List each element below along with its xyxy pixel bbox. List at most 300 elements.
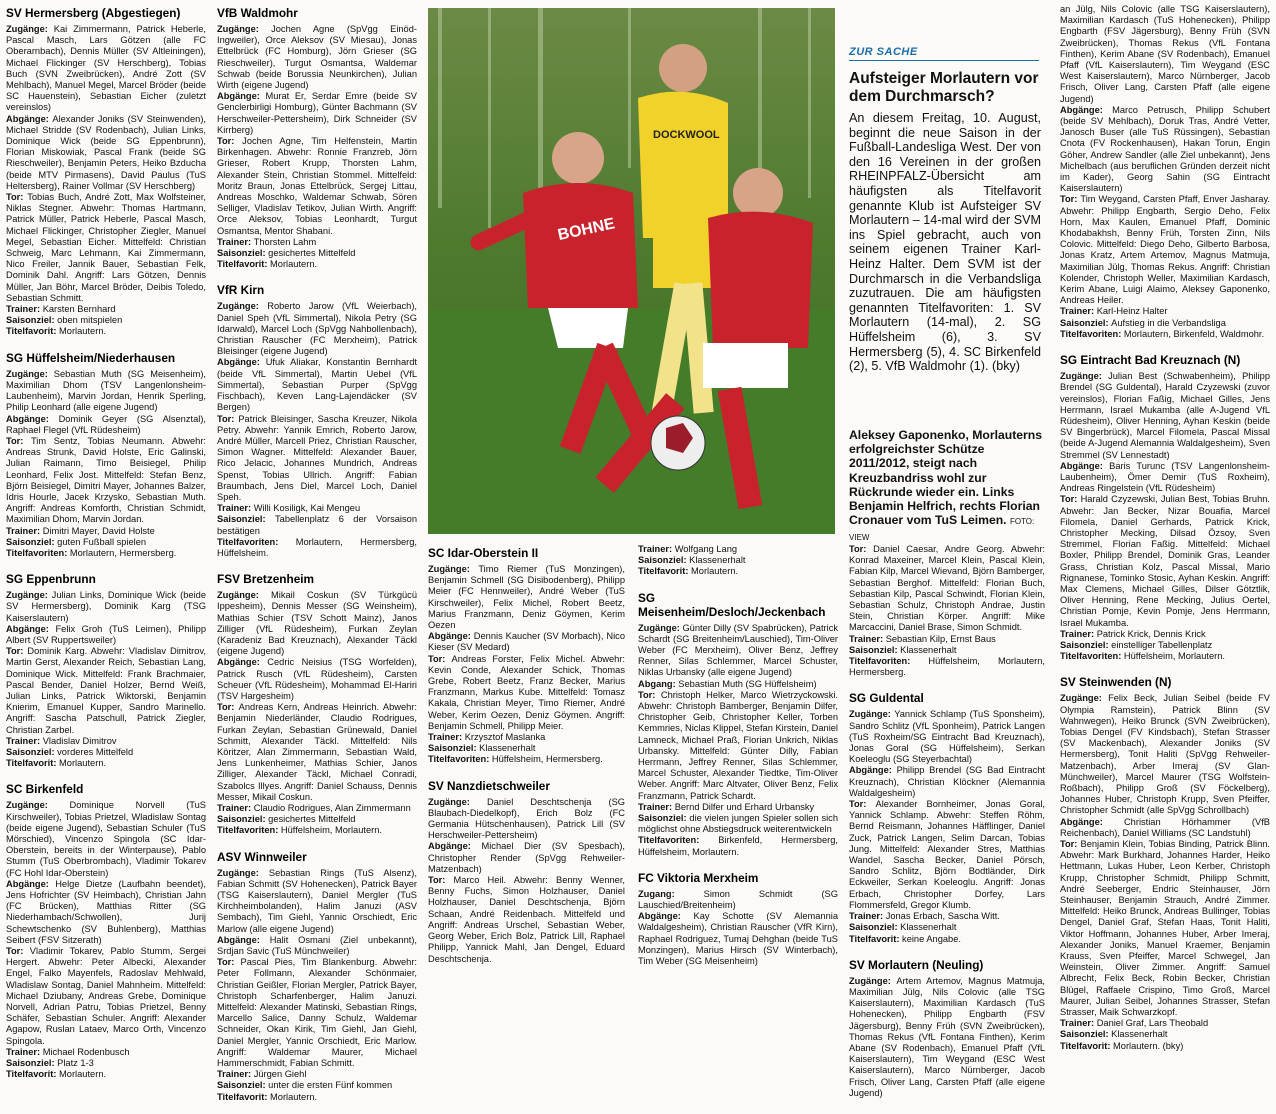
- detail-text: Claudio Rodrigues, Alan Zimmermann: [253, 803, 411, 813]
- detail-text: Ufuk Aliakar, Konstantin Bernhardt (beide VfL Simmertal), Martin Uebel (VfL Simmertal), Sebastian Purper (SpVgg Fischbach), Keven Lang-Lajendäcker (SV Bergen): [217, 357, 417, 413]
- detail-label: Saisonziel:: [849, 644, 901, 655]
- club-heading: ASV Winnweiler: [217, 849, 307, 864]
- detail-text: Kai Zimmermann, Patrick Heberle, Pascal Masch, Lars Götzen (alle FC Oberarnbach), Dennis Müller (SV Altleiningen), Michael Flickinger (SV Herschberg), Tobias Buch (SVN Zweibrücken), André Zott (SV Mehlbach), Manuel Megel, Marcel Bröder (beide SC Hauenstein), Sebastian Eicher (zuletzt vereinslos): [6, 24, 206, 113]
- detail-text: Andreas Kern, Andreas Heinrich. Abwehr: Benjamin Niederländer, Claudio Rodrigues, Furkan Zeylan, Sebastian Grünewald, Daniel Schmitt, Alexander Täckl. Mittelfeld: Nils Köritzer, Alan Zimmermann, Sebastian Wald, Jens Lunkenheimer, Mathias Schier, Janos Zilliger, Alexander Täckl, Michael Conradi, Szabolcs Illyes. Angriff: Daniel Schauss, Dennis Messer, Mikail Coskun.: [217, 702, 417, 802]
- club-heading: SV Nanzdietschweiler: [428, 778, 550, 793]
- detail-text: Sebastian Kilp, Ernst Baus: [885, 633, 996, 644]
- club-detail-line: [1060, 329, 1270, 340]
- detail-text: guten Fußball spielen: [57, 536, 147, 547]
- detail-label: Titelfavorit:: [6, 758, 60, 769]
- club-detail-line: [849, 645, 1045, 656]
- club-detail-line: [217, 503, 417, 514]
- club-detail-line: [217, 814, 417, 825]
- detail-label: Abgänge:: [217, 934, 270, 945]
- column-3: [428, 544, 626, 964]
- detail-label: Zugänge:: [6, 800, 70, 811]
- detail-label: Abgänge:: [6, 623, 56, 634]
- detail-text: Daniel Graf, Lars Theobald: [1096, 1018, 1209, 1029]
- detail-text: Pascal Pies, Tim Blankenburg. Abwehr: Peter Follmann, Alexander Schönmaier, Christian Geißler, Florian Mergler, Patrick Bayer, Christoph Scharfenberger, Halim Januzi. Mittelfeld: Alexander Matinski, Sebastian Rings, Marcello Salice, Danny Schulz, Waldemar Schneider, Okan Kirik, Tim Giehl, Jan Giehl, Daniel Mergler, Yannic Orschiedt, Eric Marlow. Angriff: Waldemar Maurer, Michael Hammerschmidt, Fabian Schmitt.: [217, 957, 418, 1069]
- detail-label: Zugänge:: [217, 590, 272, 601]
- club-detail-line: [6, 800, 206, 878]
- detail-label: Tor:: [849, 799, 876, 810]
- club-detail-line: [1060, 640, 1270, 651]
- detail-text: Marco Heil. Abwehr: Benny Wenner, Benny Fuchs, Simon Holzhauser, Daniel Holzhauser, Daniel Deschtschenja, Björn Schaan, André Reidenbach. Mittelfeld und Angriff: Andreas Urschel, Sebastian Weber, Georg Weber, Erich Bolz, Patrick Lill, Raphael Philipp, Yannick Mahl, Jan Dengel, Eduard Deschtschenja.: [428, 875, 626, 964]
- detail-text: Hüffelsheim, Morlautern, Hermersberg.: [849, 656, 1045, 678]
- club-detail-line: [6, 315, 206, 326]
- club-detail-line: [849, 976, 1045, 1099]
- detail-label: Titelfavoriten:: [6, 547, 70, 558]
- club-heading: SC Idar-Oberstein II: [428, 546, 539, 560]
- column-4: [638, 544, 839, 967]
- club-detail-line: [1060, 494, 1270, 628]
- club-detail-line: [217, 537, 417, 559]
- detail-label: Trainer:: [6, 304, 43, 315]
- detail-label: Abgänge:: [428, 841, 482, 852]
- club-detail-line: [1060, 461, 1270, 495]
- detail-label: Abgänge:: [217, 357, 266, 368]
- detail-text: Morlautern.: [59, 758, 107, 769]
- block-spacer: [849, 678, 1045, 689]
- detail-label: Abgänge:: [6, 413, 59, 424]
- detail-text: Mikail Coskun (SV Türkgücü Ippesheim), Dennis Messer (SG Weinsheim), Mathias Schier (TSV Schott Mainz), Janos Zilliger (VfL Rüdesheim), Furkan Zeylan (Karadeniz Bad Kreuznach), Alexander Täckl (eigene Jugend): [217, 590, 417, 657]
- detail-text: Jochen Agne (SpVgg Einöd-Ingweiler), Orce Aleksov (SV Miesau), Jonas Ettelbrück (FC Homburg), Jörn Grieser (SG Rieschweiler), Turgut Osmantsa, Waldemar Schwab (beide Borussia Neunkirchen), Julian Wirth (eigene Jugend): [217, 24, 417, 91]
- club-detail-line: [1060, 817, 1270, 839]
- club-detail-line: [6, 736, 206, 747]
- detail-label: Abgänge:: [849, 765, 897, 776]
- detail-text: Michael Dier (SV Spesbach), Christopher Render (SpVgg Rehweiler-Matzenbach): [428, 841, 625, 874]
- club-detail-line: [1060, 839, 1270, 1018]
- detail-label: Trainer:: [638, 801, 675, 812]
- detail-label: Tor:: [6, 646, 28, 657]
- detail-text: Simon Schmidt (SG Lauschied/Breitenheim): [638, 888, 838, 911]
- detail-label: Tor:: [428, 875, 454, 886]
- detail-text: Andreas Forster, Felix Michel. Abwehr: Kevin Conde, Alexander Schick, Thomas Grebe, Robert Beetz, Franz Becker, Marius Franzmann, Markus Kube. Mittelfeld: Tomasz Kakala, Christian Meyer, Timo Riemer, André Weber, Kerim Oezen, Deniz Göymen. Angriff: Benjamin Schmell, Philipp Meier.: [428, 653, 625, 731]
- detail-label: Zugänge:: [6, 368, 54, 379]
- detail-text: Felix Beck, Julian Seibel (beide FV Olympia Ramstein), Patrick Blinn (SV Wahnwegen), Heiko Brunck (SVN Zweibrücken), Tobias Dengel (FV Kindsbach), Stefan Strasser (SV Mackenbach), Alexander Joniks (SV Hermersberg), Tonit Haliti (SpVgg Rehweiler-Matzenbach), Arber Imeraj (SV Glan-Münchweiler), Marcel Maurer (TSG Wolfstein-Roßbach), Philipp Groß (SV Föckelberg), Johannes Huber, Christoph Krupp, Sven Pfeiffer, Christopher Schmidt (alle SpVgg Schrollbach): [1060, 693, 1270, 816]
- detail-text: Morlautern.: [59, 1069, 107, 1080]
- detail-label: Abgänge:: [1060, 816, 1124, 827]
- detail-text: Hüffelsheim, Morlautern.: [280, 825, 382, 836]
- detail-label: Trainer:: [1060, 1018, 1097, 1029]
- club-detail-line: [6, 646, 206, 736]
- detail-label: Saisonziel:: [6, 536, 58, 547]
- detail-label: Abgänge:: [6, 113, 53, 124]
- detail-label: Tor:: [6, 435, 31, 446]
- detail-text: Jochen Agne, Tim Helfenstein, Martin Birkenhagen. Abwehr: Ronnie Franzreb, Jörn Grieser, Robert Krupp, Thorsten Lahm, Alexander Stein, Christian Stommel. Mittelfeld: Moritz Braun, Jonas Ettelbrück, Sergej Littau, Andreas Moschko, Waldemar Schwab, Sören Selliger, Vladislav Tetikov, Julian Wirth. Angriff: Orce Aleksov, Tobias Leonhardt, Turgut Osmantsa, Mentor Shabani.: [217, 136, 417, 236]
- detail-text: Bernd Dilfer und Erhard Urbansky: [674, 801, 815, 812]
- detail-text: gesichertes Mittelfeld: [268, 248, 356, 259]
- club-detail-line: [1060, 318, 1270, 329]
- detail-label: Titelfavoriten:: [428, 754, 492, 765]
- detail-label: Trainer:: [6, 525, 43, 536]
- club-detail-line: [1060, 629, 1270, 640]
- detail-label: Tor:: [1060, 839, 1081, 850]
- club-detail-line: [217, 590, 417, 657]
- club-heading: SV Morlautern (Neuling): [849, 957, 984, 972]
- block-spacer: [849, 1099, 1045, 1110]
- detail-text: Felix Groh (TuS Leimen), Philipp Albert (SV Ruppertsweiler): [6, 623, 207, 645]
- detail-text: Benjamin Klein, Tobias Binding, Patrick Blinn. Abwehr: Mark Burkhard, Johannes Harder, Heiko Hettmann, Lukas Huber, Leon Kerber, Christoph Krupp, Christopher Schmidt, Philipp Schmitt, André Seeberger, Endric Steinhauser, Jörn Steinhauser, Benjamin Strauch, André Zimmer. Mittelfeld: Heiko Brunck, Andreas Bullinger, Tobias Dengel, Daniel Graf, Stefan Haas, Tonit Haliti, Viktor Hoffmann, Johannes Huber, Arber Imeraj, Alexander Joniks, Manuel Kraemer, Benjamin Krauss, Sven Pfeiffer, Marcel Schwegel, Jan Weinstein, Oliver Zimmer. Angriff: Samuel Albrecht, Felix Beck, Robin Becker, Christian Blügel, Raffaele Crispino, Timo Groß, Marcel Maurer, Julian Seibel, Johannes Strasser, Stefan Strasser, Maik Schwarzkopf.: [1060, 839, 1271, 1018]
- detail-label: Saisonziel:: [428, 743, 480, 754]
- detail-text: Dominik Karg. Abwehr: Vladislav Dimitrov, Martin Gerst, Alexander Reich, Sebastian Lang, Dominique Wick. Mittelfeld: Frank Brachmaier, Pascal Bender, Daniel Holzer, Bernd Weiß, Julian Links, Patrick Wiktorski, Benjamin Knierim, Emanuel Kupper, Sandro Marinello. Angriff: Sascha Patschull, Patrick Ziegler, Christian Zarbel.: [6, 646, 206, 735]
- detail-label: Zugänge:: [6, 24, 54, 34]
- detail-label: Titelfavoriten:: [849, 656, 929, 667]
- club-heading: VfR Kirn: [217, 283, 265, 298]
- club-detail-line: [849, 934, 1045, 945]
- detail-text: Willi Kosiligk, Kai Mengeu: [253, 503, 361, 514]
- club-detail-line: [217, 957, 417, 1069]
- club-detail-line: [6, 1047, 206, 1058]
- detail-label: Titelfavoriten:: [217, 536, 296, 547]
- detail-label: Trainer:: [428, 732, 465, 743]
- detail-text: Krzysztof Maslanka: [464, 732, 546, 743]
- detail-text: Michael Rodenbusch: [42, 1046, 130, 1057]
- club-detail-line: [428, 564, 625, 631]
- detail-label: Zugänge:: [6, 590, 52, 601]
- club-detail-line: [428, 732, 625, 743]
- detail-text: keine Angabe.: [902, 933, 961, 944]
- detail-text: Timo Riemer (TuS Monzingen), Benjamin Schmell (SG Disibodenberg), Philipp Meier (FC Hennweiler), André Weber (TuS Kirschweiler), Felix Michel, Robert Beetz, Marius Franzmann, Deniz Göymen, Kerim Oezen: [428, 564, 625, 631]
- detail-text: Morlautern, Birkenfeld, Waldmohr.: [1123, 328, 1265, 339]
- detail-label: Abgänge:: [638, 911, 694, 922]
- detail-text: Wolfgang Lang: [674, 544, 738, 554]
- club-detail-line: [849, 922, 1045, 933]
- detail-text: Hüffelsheim, Morlautern.: [1123, 651, 1225, 662]
- detail-text: Morlautern.: [270, 259, 318, 270]
- club-detail-line: [217, 259, 417, 270]
- club-detail-line: [217, 935, 417, 957]
- detail-label: Tor:: [217, 957, 241, 968]
- detail-label: Zugang:: [638, 888, 704, 899]
- detail-text: Julian Links, Dominique Wick (beide SV Hermersberg), Dominik Karg (TSG Kaiserslautern): [6, 590, 206, 623]
- detail-text: Aufstieg in die Verbandsliga: [1111, 317, 1226, 328]
- club-detail-line: [849, 799, 1045, 911]
- club-detail-line: [217, 136, 417, 237]
- detail-text: Roberto Jarow (VfL Weierbach), Daniel Speh (VfL Simmertal), Nikola Petry (SG Idarwald), Marcel Loch (SpVgg Nahbollenbach), Christian Rauscher (FC Merxheim), Patrick Bleisinger (eigene Jugend): [217, 301, 417, 357]
- club-heading: FC Viktoria Merxheim: [638, 870, 759, 885]
- detail-label: Trainer:: [217, 236, 254, 247]
- detail-label: Trainer:: [1060, 628, 1097, 639]
- block-spacer: [428, 766, 625, 777]
- block-spacer: [638, 578, 838, 589]
- block-spacer: [217, 559, 417, 570]
- block-spacer: [6, 1080, 206, 1091]
- club-detail-line: [849, 709, 1045, 765]
- detail-label: Titelfavorit:: [6, 326, 60, 337]
- block-spacer: [6, 559, 206, 570]
- club-heading: VfB Waldmohr: [217, 6, 298, 20]
- match-photo: [428, 8, 835, 534]
- detail-label: Zugänge:: [638, 622, 683, 633]
- club-detail-line: [6, 526, 206, 537]
- club-detail-line: [638, 555, 838, 566]
- club-detail-line: [6, 747, 206, 758]
- detail-label: Titelfavoriten:: [1060, 328, 1124, 339]
- detail-text: Dennis Kaucher (SV Morbach), Nico Kieser (SV Medard): [428, 631, 625, 653]
- club-detail-line: [6, 304, 206, 315]
- column-2: [217, 4, 418, 1102]
- club-detail-line: [849, 911, 1045, 922]
- detail-label: Tor:: [217, 413, 239, 424]
- detail-label: Titelfavoriten:: [217, 825, 281, 836]
- club-detail-line: [849, 544, 1045, 634]
- detail-text: Tobias Buch, André Zott, Max Wolfsteiner, Niklas Stegner. Abwehr: Thomas Hartmann, Patrick Müller, Patrick Heberle, Pascal Masch, Michael Flickinger, Christopher Ziegler, Manuel Megel, Sebastian Eicher. Mittelfeld: Christian Schweig, Marc Lehmann, Kai Zimmermann, Nico Freiler, Jannik Bauer, Sebastian Felk, Dominik Dahl. Angriff: Lars Götzen, Dennis Müller, Jan Böhr, Marcel Bröder, Deibis Toledo, Sebastian Schmitt.: [6, 192, 206, 303]
- club-detail-line: [6, 24, 206, 114]
- detail-label: Trainer:: [6, 1046, 43, 1057]
- club-heading: SC Birkenfeld: [6, 782, 84, 797]
- detail-label: Trainer:: [849, 633, 886, 644]
- club-detail-line: [217, 91, 417, 136]
- block-spacer: [638, 967, 838, 978]
- club-detail-line: [638, 911, 838, 967]
- club-detail-line: [638, 889, 838, 911]
- detail-text: Halit Osmani (Ziel unbekannt), Srdjan Savic (TuS Münchweiler): [217, 934, 417, 957]
- club-detail-line: [217, 248, 417, 259]
- club-detail-line: [217, 301, 417, 357]
- detail-text: Klassenerhalt: [479, 743, 536, 754]
- club-detail-line: [1060, 1029, 1270, 1040]
- club-detail-line: [217, 237, 417, 248]
- detail-text: Helge Dietze (Laufbahn beendet), Jens Hofrichter (SV Heimbach), Christian Jahn (FC Brücken), Matthias Ritter (SG Niederhambach/Schwollen), Jurij Schewtschenko (SV Buhlenberg), Matthias Seibert (FSV Sitzerath): [6, 878, 206, 945]
- detail-text: Julian Best (Schwabenheim), Philipp Brendel (SG Guldental), Harald Czyzewski (zuvor vereinslos), Florian Faßig, Michael Gilles, Jens Herrmann, Israel Mukamba (alle A-Jugend VfL Rüdesheim), Oliver Henning, Ayhan Keskin (beide SV Bingerbrück), Marcel Filomela, Pascal Missal (beide A-Jugend Alemannia Waldalgesheim), Sven Stremmel (SV Lennestadt): [1060, 371, 1270, 460]
- club-detail-line: [849, 656, 1045, 678]
- detail-label: Saisonziel:: [6, 1058, 58, 1069]
- club-detail-line: [6, 537, 206, 548]
- detail-text: Dimitri Mayer, David Holste: [42, 525, 155, 536]
- detail-text: oben mitspielen: [57, 315, 123, 326]
- detail-label: Zugänge:: [849, 709, 895, 720]
- club-heading: SV Steinwenden (N): [1060, 675, 1172, 690]
- club-detail-line: [6, 1058, 206, 1069]
- block-spacer: [217, 270, 417, 281]
- detail-text: Thorsten Lahm: [253, 236, 317, 247]
- detail-label: Titelfavoriten:: [1060, 651, 1124, 662]
- detail-text: an Jülg, Nils Colovic (alle TSG Kaiserslautern), Maximilian Kardasch (TuS Hohenecken), Philipp Engbarth (FSV Jägersburg), Benny Früh (SVN Zweibrücken), Thomas Rekus (VfL Fontana Finthen), Kerim Abane (SV Rodenbach), Emanuel Pfaff (VfL Kaiserslautern), Tim Weygand (ESC West Kaiserslautern), Marco Nürnberger, Jacob Frisch, Oliver Lang, Carsten Pfaff (alle eigene Jugend): [1060, 4, 1270, 104]
- detail-label: Trainer:: [217, 803, 254, 813]
- detail-label: Trainer:: [217, 503, 254, 514]
- club-detail-line: [217, 24, 417, 91]
- detail-text: Morlautern. (bky): [1113, 1040, 1184, 1051]
- detail-label: Saisonziel:: [217, 814, 269, 825]
- detail-label: Abgänge:: [1060, 460, 1110, 471]
- detail-label: Titelfavorit:: [1060, 1040, 1114, 1051]
- detail-label: Tor:: [6, 192, 28, 203]
- club-detail-line: [638, 802, 838, 813]
- club-detail-line: [217, 657, 417, 702]
- club-detail-line: [6, 548, 206, 559]
- detail-text: Daniel Caesar, Andre Georg. Abwehr: Konrad Maxeiner, Marcel Klein, Pascal Klein, Fabian Kilp, Marcel Wievand, Björn Bamberger, Sebastian Berghof. Mittelfeld: Florian Buch, Sebastian Kilp, Pascal Schwindt, Florian Klein, Sebastian Schulz, Christoph Andrae, Justin Stein, Christian Körper. Angriff: Mike Marcaccini, Daniel Brase, Simon Schmidt.: [849, 544, 1045, 633]
- club-heading: SG Guldental: [849, 691, 924, 706]
- block-spacer: [6, 338, 206, 349]
- detail-label: Zugänge:: [428, 796, 487, 807]
- block-spacer: [217, 837, 417, 848]
- detail-label: Zugänge:: [217, 867, 269, 878]
- club-detail-line: [428, 743, 625, 754]
- detail-text: Sebastian Muth (SG Hüffelsheim): [678, 678, 817, 689]
- detail-text: Karl-Heinz Halter: [1096, 306, 1168, 317]
- club-heading: SV Hermersberg (Abgestiegen): [6, 6, 181, 20]
- detail-label: Zugänge:: [1060, 693, 1109, 704]
- detail-text: unter die ersten Fünf kommen: [268, 1080, 393, 1091]
- detail-label: Zugänge:: [217, 24, 272, 34]
- detail-label: Zugänge:: [1060, 371, 1109, 382]
- detail-text: Yannick Schlamp (TuS Sponsheim), Sandro Schlitz (VfL Sponheim), Patrick Langen (TuS Roxheim/SG Eintracht Bad Kreuznach), Jonas Goral (SG Hüffelsheim), Serkan Koeleoglu (SG Steyerbachtal): [849, 709, 1046, 765]
- detail-label: Abgänge:: [428, 631, 474, 642]
- detail-label: Tor:: [1060, 494, 1081, 505]
- club-detail-line: [6, 758, 206, 769]
- club-detail-line: [6, 946, 206, 1047]
- club-detail-line: [6, 590, 206, 624]
- club-detail-line: [428, 654, 625, 732]
- detail-label: Zugänge:: [428, 564, 479, 574]
- block-spacer: [428, 965, 625, 976]
- detail-text: Patrick Bleisinger, Sascha Kreuzer, Nikola Petry. Abwehr: Yannik Emrich, Roberto Jarow, André Müller, Marcell Priez, Christian Rauscher, Simon Wagner. Mittelfeld: Alexander Bauer, Rico Jelacic, Johannes Mundrich, Andreas Spenst, Tobias Ullrich. Angriff: Fabian Braumbach, Jens Diel, Marcel Loch, Daniel Speh.: [217, 413, 418, 502]
- block-spacer: [217, 1103, 417, 1114]
- detail-text: Sebastian Rings (TuS Alsenz), Fabian Schmitt (SV Hohenecken), Patrick Bayer (TSG Kaiserslautern), Daniel Mergler (TuS Kirchheimbolanden), Halim Januzi (ASV Sembach), Tim Giehl, Yannic Orschiedt, Eric Marlow (alle eigene Jugend): [217, 867, 417, 934]
- detail-label: Abgänge:: [217, 657, 268, 668]
- detail-text: Harald Czyzewski, Julian Best, Tobias Bruhn. Abwehr: Jan Becker, Nizar Bouafia, Marcel Filomela, Daniel Gerhards, Patrick Krick, Christopher Mecking, Dilsad Özsoy, Sven Stremmel, Florian Faßig. Mittelfeld: Michael Boxler, Philipp Brendel, Dominik Gras, Leander Grass, Christian Kolz, Pascal Missal, Mario Rignanese, Tominko Stosic, Ayhan Keskin. Angriff: Max Clemens, Michael Gilles, Dilser Götztlik, Oliver Henning, Rene Mecking, Julius Oertel, Christian Pomje, Kevin Pomje, Jens Herrmann, Israel Mukamba.: [1060, 494, 1270, 628]
- club-detail-line: [217, 1092, 417, 1103]
- detail-label: Tor:: [428, 653, 452, 664]
- detail-label: Titelfavorit:: [638, 566, 692, 577]
- detail-label: Abgang:: [638, 678, 679, 689]
- club-detail-line: [6, 414, 206, 436]
- detail-label: Abgänge:: [1060, 104, 1113, 115]
- detail-label: Tor:: [849, 544, 874, 554]
- detail-label: Saisonziel:: [6, 315, 58, 326]
- detail-text: Klassenerhalt: [900, 922, 957, 933]
- detail-text: gesichertes Mittelfeld: [268, 814, 356, 825]
- shirt-sponsor-text: BOHNE: [556, 215, 617, 245]
- club-detail-line: [638, 835, 838, 857]
- detail-label: Trainer:: [638, 544, 675, 554]
- detail-text: Murat Er, Serdar Emre (beide SV Genclerbirligi Homburg), Günter Bachmann (SV Herschweiler-Pettersheim), Dirk Schneider (SV Kirrberg): [217, 91, 417, 135]
- club-detail-line: [217, 1069, 417, 1080]
- club-heading: SG Meisenheim/Desloch/Jeckenbach: [638, 590, 826, 619]
- club-detail-line: [6, 436, 206, 526]
- club-detail-line: [428, 631, 625, 653]
- detail-label: Tor:: [217, 136, 243, 147]
- block-spacer: [6, 769, 206, 780]
- detail-text: Klassenerhalt: [1111, 1029, 1168, 1040]
- detail-text: Vladislav Dimitrov: [42, 735, 117, 746]
- detail-label: Zugänge:: [217, 301, 268, 312]
- block-spacer: [1060, 662, 1270, 673]
- photo-caption: [849, 428, 1045, 546]
- detail-label: Saisonziel:: [1060, 1029, 1112, 1040]
- club-detail-line: [1060, 105, 1270, 195]
- detail-text: Morlautern.: [270, 1091, 318, 1102]
- detail-label: Trainer:: [849, 911, 886, 922]
- football-match-photo-icon: [428, 8, 835, 534]
- club-detail-line: [217, 414, 417, 504]
- club-detail-line: [638, 690, 838, 802]
- detail-text: die vielen jungen Spieler sollen sich möglichst ohne Abstiegsdruck weiterentwickeln: [638, 813, 838, 835]
- detail-text: Karsten Bernhard: [42, 304, 116, 315]
- detail-label: Abgänge:: [217, 91, 266, 102]
- club-heading: SG Eintracht Bad Kreuznach (N): [1060, 353, 1241, 368]
- detail-text: Morlautern.: [59, 326, 107, 337]
- club-detail-line: [1060, 693, 1270, 816]
- club-detail-line: [1060, 1018, 1270, 1029]
- club-heading: SG Eppenbrunn: [6, 572, 96, 587]
- detail-text: Tim Weygand, Carsten Pfaff, Enver Jasharay. Abwehr: Philipp Engbarth, Sergio Deho, Felix Horn, Max Kaulen, Emanuel Pfaff, Dominic Khodabakhsh, Benny Früh, Torsten Zinn, Nils Colovic. Mittelfeld: Diego Deho, Gilberto Barbosa, Jonas Kratz, Artem Artemov, Magnus Matmuja, Maximilian Jülg, Thomas Rekus. Angriff: Christian Kolender, Christoph Weller, Maximilian Kardasch, Kerim Abane, Luigi Alaimo, Aleksey Gaponenko, Andreas Heiler.: [1060, 194, 1270, 306]
- club-detail-line: [217, 1080, 417, 1091]
- club-detail-line: [6, 879, 206, 946]
- detail-text: Alexander Bornheimer, Jonas Goral, Yannick Schlamp. Abwehr: Steffen Röhm, Bernd Reismann, Johannes Häfflinger, Daniel Zuck, Patrick Langen, Selim Darcan, Tobias Jung. Mittelfeld: Alexander Stres, Matthias Wandel, Sascha Becker, Daniel Pörsch, Sandro Schlitz, Björn Bodtländer, Dirk Eckweiler, Serkan Koeleoglu. Angriff: Jonas Erbach, Christopher Dorfey, Lars Flommersfeld, Gregor Klumb.: [849, 799, 1045, 910]
- detail-label: Tor:: [638, 689, 661, 700]
- detail-text: Jonas Erbach, Sascha Witt.: [885, 911, 1000, 922]
- detail-text: Birkenfeld, Hermersberg, Hüffelsheim, Morlautern.: [638, 835, 839, 857]
- club-heading: FSV Bretzenheim: [217, 572, 315, 587]
- club-detail-line: [217, 357, 417, 413]
- detail-label: Zugänge:: [849, 975, 897, 986]
- detail-label: Trainer:: [6, 735, 43, 746]
- detail-text: Marco Petrusch, Philipp Schubert (beide SV Mehlbach), Doruk Tras, André Vetter, Janosch Buser (alle TuS Rüssingen), Sebastian Cnota (FV Rockenhausen), Hakan Torun, Engin Göher, Andrew Sandler (alle Ziel unbekannt), Jens Michelbach (aus beruflichen Gründen derzeit nicht im Kader), Georg Sahin (SG Eintracht Kaiserslautern): [1060, 104, 1270, 194]
- club-detail-line: [638, 623, 838, 679]
- club-detail-line: [1060, 371, 1270, 461]
- detail-text: Morlautern.: [691, 566, 739, 577]
- club-detail-line: [638, 544, 838, 555]
- club-detail-line: [1060, 194, 1270, 306]
- detail-text: Vladimir Tokarev, Pablo Stumm, Sergei Hergert. Abwehr: Peter Albecki, Alexander Engel, Falko Mayenfels, Radoslav Mehlwald, Wladislaw Sontag, Daniel Mahnheim. Mittelfeld: Michael Dziubany, Andreas Grebe, Dominique Norvell, Adrian Patru, Tobias Prietzel, Benny Schäfer, Sebastian Schuler. Angriff: Alexander Agapow, Ruslan Lataev, Marco Orth, Vincenzo Spingola.: [6, 946, 206, 1046]
- block-spacer: [849, 945, 1045, 956]
- detail-label: Saisonziel:: [217, 514, 275, 525]
- club-detail-line: [6, 369, 206, 414]
- club-detail-line: [1060, 1041, 1270, 1052]
- detail-label: Saisonziel:: [849, 922, 901, 933]
- club-detail-line: [849, 634, 1045, 645]
- club-detail-line: [1060, 306, 1270, 317]
- detail-text: Patrick Krick, Dennis Krick: [1096, 628, 1206, 639]
- detail-label: Tor:: [6, 946, 30, 957]
- photo-credit: FOTO: VIEW: [849, 517, 1035, 543]
- detail-text: Tabellenplatz 6 der Vorsaison bestätigen: [217, 514, 417, 536]
- detail-label: Trainer:: [217, 1069, 254, 1080]
- club-detail-line: [6, 624, 206, 646]
- column-6: [1060, 4, 1271, 1051]
- club-detail-line: [217, 702, 417, 803]
- club-detail-line: [428, 754, 625, 765]
- club-detail-line: [217, 514, 417, 536]
- club-detail-line: [217, 825, 417, 836]
- detail-label: Titelfavorit:: [217, 259, 271, 270]
- caption-text: Aleksey Gaponenko, Morlauterns erfolgreichster Schütze 2011/2012, steigt nach Kreuzbandriss wohl zur Rückrunde wieder ein. Links Benjamin Helfrich, rechts Florian Cronauer vom TuS Leimen.: [849, 428, 1043, 528]
- detail-text: Klassenerhalt: [689, 555, 746, 566]
- detail-text: Philipp Brendel (SG Bad Eintracht Kreuznach), Christian Klöckner (Alemannia Waldalgesheim): [849, 765, 1046, 798]
- club-detail-line: [849, 765, 1045, 799]
- club-heading: SG Hüffelsheim/Niederhausen: [6, 350, 176, 365]
- detail-text: Günter Dilly (SV Spabrücken), Patrick Schardt (SG Breitenheim/Lauschied), Tim-Oliver Weber (FC Merxheim), Oliver Benz, Jeffrey Renner, Silas Schlemmer, Marcel Schuster, Niklas Urbansky (alle eigene Jugend): [638, 622, 838, 678]
- detail-text: Jürgen Giehl: [253, 1069, 307, 1080]
- club-detail-line: [6, 114, 206, 192]
- club-detail-line: [217, 803, 417, 814]
- club-detail-line: [1060, 651, 1270, 662]
- sidebar-body: An diesem Freitag, 10. August, beginnt die neue Saison in der Fußball-Landesliga West. Der von den 16 Vereinen in der großen RHEINPFALZ-Übersicht am häufigsten als Titelfavorit genannte Klub ist Aufsteiger SV Morlautern – 14-mal wird der SVM ins Spiel gebracht, auch von seinem eigenen Trainer Karl-Heinz Halter. Dem SVM ist der Durchmarsch in die Verbandsliga zuzutrauen. Die am häufigsten genannten Titelfavoriten: 1. SV Morlautern (14-mal), 2. SG Hüffelsheim (6), 3. SV Hermersberg (5), 4. SC Birkenfeld (2), 5. VfB Waldmohr (1). (bky): [849, 111, 1041, 374]
- sidebar-kicker: ZUR SACHE: [849, 46, 918, 58]
- detail-text: Klassenerhalt: [900, 644, 957, 655]
- club-detail-line: [428, 797, 625, 842]
- sidebar-title: Aufsteiger Morlautern vor dem Durchmarsch?: [849, 70, 1039, 105]
- shirt-sponsor-text-yellow: DOCKWOOL: [653, 129, 720, 141]
- detail-text: vorderes Mittelfeld: [57, 746, 134, 757]
- detail-label: Titelfavorit:: [849, 933, 903, 944]
- block-spacer: [1060, 1052, 1270, 1063]
- detail-label: Saisonziel:: [1060, 639, 1112, 650]
- detail-label: Saisonziel:: [6, 746, 58, 757]
- detail-text: Sebastian Muth (SG Meisenheim), Maximilian Dhom (TSV Langenlonsheim-Laubenheim), Marvin Jordan, Henrik Sperling, Philip Leonhard (alle eigene Jugend): [6, 368, 206, 413]
- detail-text: Platz 1-3: [57, 1058, 94, 1069]
